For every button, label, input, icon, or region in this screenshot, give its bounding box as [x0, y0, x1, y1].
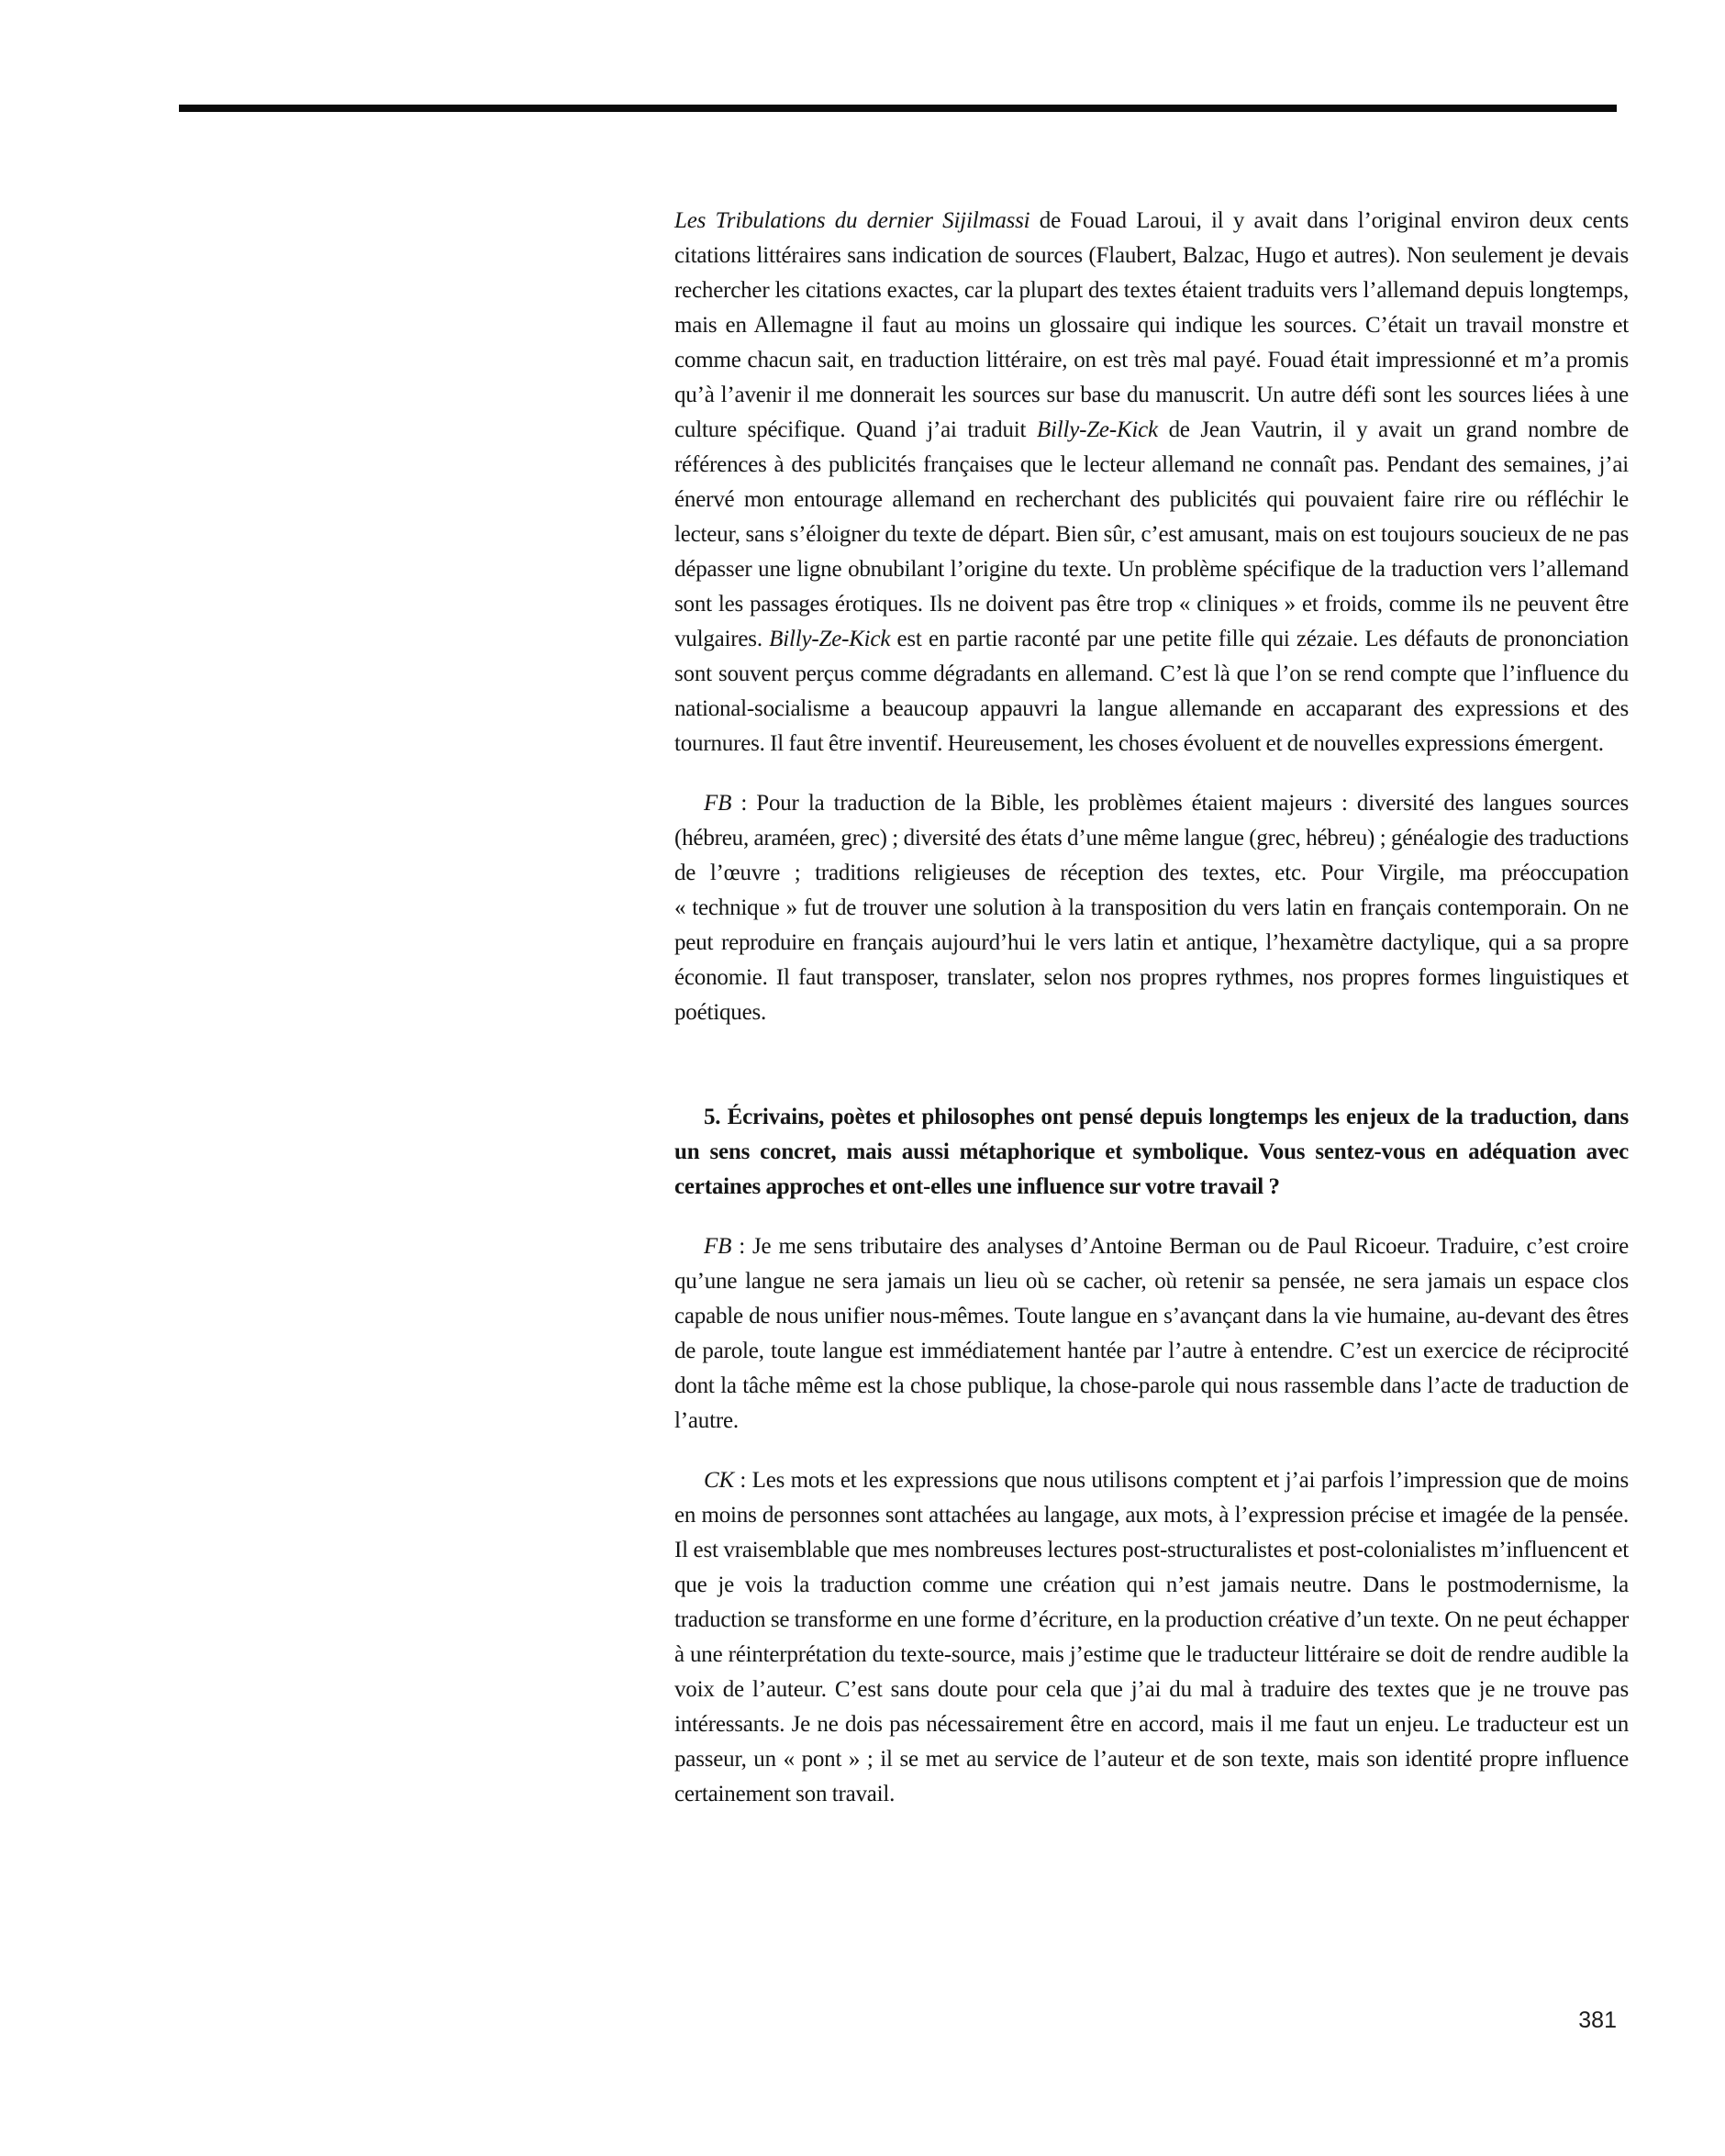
text-segment: FB: [704, 791, 732, 816]
text-segment: : Je me sens tributaire des analyses d’Antoine Berman ou de Paul Ricoeur. Traduire, c’est croire qu’une langue ne sera jamais un lieu où se cacher, où retenir sa pensée, ne sera jamais un espace clos capable de nous unifier nous-mêmes. Toute langue en s’avançant dans la vie humaine, au-devant des êtres de parole, toute langue est immédiatement hantée par l’autre à entendre. C’est un exercice de réciprocité dont la tâche même est la chose publique, la chose-parole qui nous rassemble dans l’acte de traduction de l’autre.: [674, 1234, 1629, 1433]
text-segment: FB: [704, 1234, 732, 1259]
question-paragraph: [674, 1100, 1629, 1205]
body-paragraph: [674, 1463, 1629, 1812]
text-segment: : Pour la traduction de la Bible, les problèmes étaient majeurs : diversité des langues sources (hébreu, araméen, grec) ; diversité des états d’une même langue (grec, hébreu) ; généalogie des traductions de l’œuvre ; traditions religieuses de réception des textes, etc. Pour Virgile, ma préoccupation « technique » fut de trouver une solution à la transposition du vers latin en français contemporain. On ne peut reproduire en français aujourd’hui le vers latin et antique, l’hexamètre dactylique, qui a sa propre économie. Il faut transposer, translater, selon nos propres rythmes, nos propres formes linguistiques et poétiques.: [674, 791, 1629, 1025]
text-segment: de Fouad Laroui, il y avait dans l’original environ deux cents citations littéraires sans indication de sources (Flaubert, Balzac, Hugo et autres). Non seulement je devais rechercher les citations exactes, car la plupart des textes étaient traduits vers l’allemand depuis longtemps, mais en Allemagne il faut au moins un glossaire qui indique les sources. C’était un travail monstre et comme chacun sait, en traduction littéraire, on est très mal payé. Fouad était impressionné et m’a promis qu’à l’avenir il me donnerait les sources sur base du manuscrit. Un autre défi sont les sources liées à une culture spécifique. Quand j’ai traduit: [674, 208, 1629, 442]
text-segment: Les Tribulations du dernier Sijilmassi: [674, 208, 1030, 233]
text-segment: Billy-Ze-Kick: [1036, 417, 1158, 442]
text-segment: 5. Écrivains, poètes et philosophes ont pensé depuis longtemps les enjeux de la traduction, dans un sens concret, mais aussi métaphorique et symbolique. Vous sentez-vous en adéquation avec certaines approches et ont-elles une influence sur votre travail ?: [674, 1105, 1629, 1199]
text-segment: de Jean Vautrin, il y avait un grand nombre de références à des publicités françaises que le lecteur allemand ne connaît pas. Pendant des semaines, j’ai énervé mon entourage allemand en recherchant des publicités qui pouvaient faire rire ou réfléchir le lecteur, sans s’éloigner du texte de départ. Bien sûr, c’est amusant, mais on est toujours soucieux de ne pas dépasser une ligne obnubilant l’origine du texte. Un problème spécifique de la traduction vers l’allemand sont les passages érotiques. Ils ne doivent pas être trop « cliniques » et froids, comme ils ne peuvent être vulgaires.: [674, 417, 1629, 651]
text-segment: Billy-Ze-Kick: [769, 627, 891, 651]
header-rule: [179, 105, 1617, 112]
body-paragraph: [674, 204, 1629, 761]
text-segment: est en partie raconté par une petite fille qui zézaie. Les défauts de prononciation sont souvent perçus comme dégradants en allemand. C’est là que l’on se rend compte que l’influence du national-socialisme a beaucoup appauvri la langue allemande en accaparant des expressions et des tournures. Il faut être inventif. Heureusement, les choses évoluent et de nouvelles expressions émergent.: [674, 627, 1629, 756]
page-number: 381: [1578, 2007, 1617, 2033]
body-paragraph: [674, 786, 1629, 1030]
text-segment: : Les mots et les expressions que nous utilisons comptent et j’ai parfois l’impression que de moins en moins de personnes sont attachées au langage, aux mots, à l’expression précise et imagée de la pensée. Il est vraisemblable que mes nombreuses lectures post-structuralistes et post-colonialistes m’influencent et que je vois la traduction comme une création qui n’est jamais neutre. Dans le postmodernisme, la traduction se transforme en une forme d’écriture, en la production créative d’un texte. On ne peut échapper à une réinterprétation du texte-source, mais j’estime que le traducteur littéraire se doit de rendre audible la voix de l’auteur. C’est sans doute pour cela que j’ai du mal à traduire des textes que je ne trouve pas intéressants. Je ne dois pas nécessairement être en accord, mais il me faut un enjeu. Le traducteur est un passeur, un « pont » ; il se met au service de l’auteur et de son texte, mais son identité propre influence certainement son travail.: [674, 1468, 1629, 1806]
article-body: [674, 204, 1629, 1812]
body-paragraph: [674, 1229, 1629, 1439]
text-segment: CK: [704, 1468, 734, 1493]
